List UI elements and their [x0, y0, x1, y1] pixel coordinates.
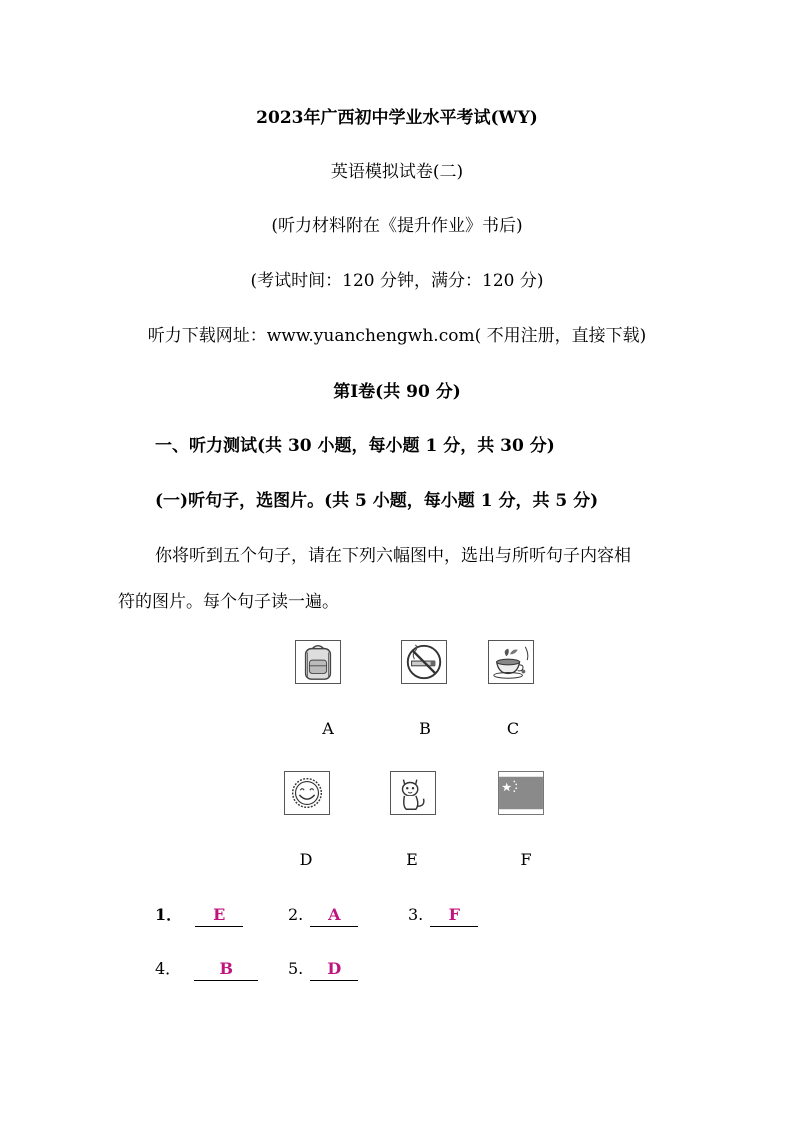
picture-a [295, 640, 341, 684]
picture-label-d: D [299, 850, 313, 869]
answer-blank[interactable]: B [194, 958, 258, 981]
listening-note: (听力材料附在《提升作业》书后) [271, 216, 523, 236]
picture-label-c: C [506, 719, 520, 738]
picture-b [401, 640, 447, 684]
exam-title: 2023年广西初中学业水平考试(WY) [256, 108, 538, 128]
picture-f [498, 771, 544, 815]
china-flag-icon [499, 772, 543, 814]
part-title: (一)听句子，选图片。(共 5 小题，每小题 1 分，共 5 分) [155, 491, 599, 511]
answer-number: 2. [288, 905, 304, 924]
picture-label-a: A [322, 719, 334, 738]
picture-e [390, 771, 436, 815]
answer-number: 5. [288, 959, 304, 978]
tea-icon [489, 641, 533, 683]
answer-number: 4． [155, 959, 182, 978]
answer-blank[interactable]: A [310, 904, 358, 927]
answer-item-4 [155, 958, 258, 981]
answer-blank[interactable]: D [310, 958, 358, 981]
picture-label-e: E [406, 850, 418, 869]
sun-face-icon [285, 772, 329, 814]
exam-subtitle: 英语模拟试卷(二) [330, 162, 464, 182]
answer-item-3 [408, 904, 478, 927]
instruction-line-2: 符的图片。每个句子读一遍。 [118, 592, 339, 612]
answer-blank[interactable]: E [195, 904, 243, 927]
answer-item-2 [288, 904, 358, 927]
instruction-line-1: 你将听到五个句子，请在下列六幅图中，选出与所听句子内容相 [155, 546, 631, 566]
volume-heading: 第Ⅰ卷(共 90 分) [333, 382, 461, 402]
picture-label-f: F [520, 850, 532, 869]
section-title: 一、听力测试(共 30 小题，每小题 1 分，共 30 分) [155, 436, 555, 456]
download-link[interactable]: 听力下载网址：www.yuanchengwh.com( 不用注册，直接下载) [147, 326, 647, 346]
picture-d [284, 771, 330, 815]
answer-blank[interactable]: F [430, 904, 478, 927]
backpack-icon [296, 641, 340, 683]
answer-number: 1． [155, 905, 183, 924]
no-smoking-icon [402, 641, 446, 683]
picture-label-b: B [419, 719, 431, 738]
picture-c [488, 640, 534, 684]
answer-item-1 [155, 904, 243, 927]
exam-time-info: (考试时间：120 分钟，满分：120 分) [250, 271, 544, 291]
answer-number: 3. [408, 905, 424, 924]
cat-icon [391, 772, 435, 814]
answer-item-5 [288, 958, 358, 981]
